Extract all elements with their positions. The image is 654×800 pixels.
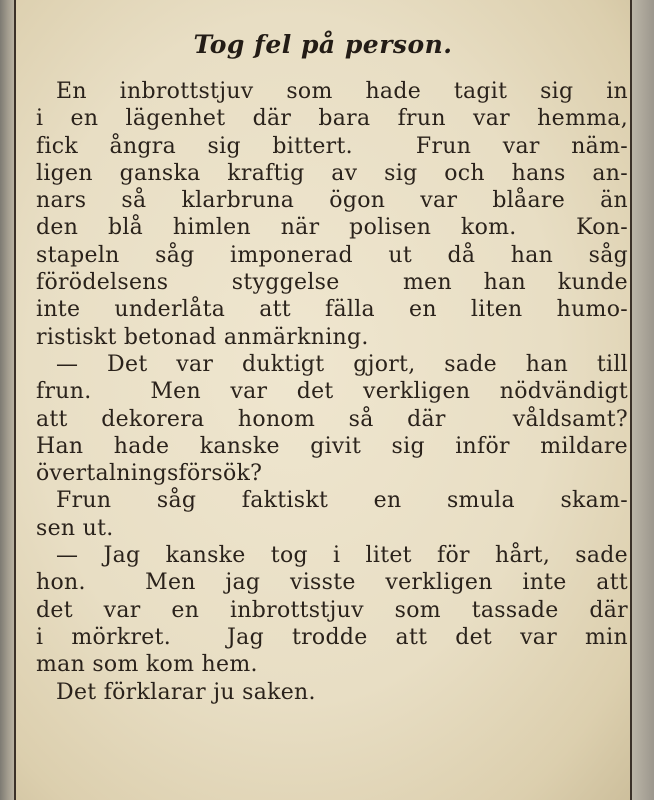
article-line: ristiskt betonad anmärkning. bbox=[36, 324, 369, 350]
article-line: övertalningsförsök? bbox=[36, 461, 263, 487]
article-line: nars så klarbruna ögon var blåare än bbox=[36, 188, 628, 214]
article-headline: Tog fel på person. bbox=[193, 30, 453, 59]
article-line: Det förklarar ju saken. bbox=[56, 679, 316, 705]
article-line: ligen ganska kraftig av sig och hans an- bbox=[36, 160, 628, 186]
newspaper-clipping bbox=[14, 0, 632, 800]
article-body bbox=[36, 78, 628, 706]
article-line: — Jag kanske tog i litet för hårt, sade bbox=[56, 543, 628, 569]
article-line: Han hade kanske givit sig inför mildare bbox=[36, 433, 628, 459]
article-line: förödelsens styggelse men han kunde bbox=[36, 270, 628, 296]
article-line: Frun såg faktiskt en smula skam- bbox=[56, 488, 628, 514]
article-line: hon. Men jag visste verkligen inte att bbox=[36, 570, 628, 596]
article-line: frun. Men var det verkligen nödvändigt bbox=[36, 379, 628, 405]
article-line: man som kom hem. bbox=[36, 652, 258, 678]
article-line: En inbrottstjuv som hade tagit sig in bbox=[56, 79, 628, 104]
article-line: stapeln såg imponerad ut då han såg bbox=[36, 242, 628, 268]
article-line: inte underlåta att fälla en liten humo- bbox=[36, 297, 628, 323]
article-line: sen ut. bbox=[36, 515, 114, 541]
article-line: — Det var duktigt gjort, sade han till bbox=[56, 351, 628, 377]
article-line: i en lägenhet där bara frun var hemma, bbox=[36, 106, 628, 132]
article-line: i mörkret. Jag trodde att det var min bbox=[36, 624, 628, 650]
article-line: det var en inbrottstjuv som tassade där bbox=[36, 597, 628, 623]
article-line: den blå himlen när polisen kom. Kon- bbox=[36, 215, 628, 241]
article-line: att dekorera honom så där våldsamt? bbox=[36, 406, 628, 432]
article-line: fick ångra sig bittert. Frun var näm- bbox=[36, 133, 628, 159]
